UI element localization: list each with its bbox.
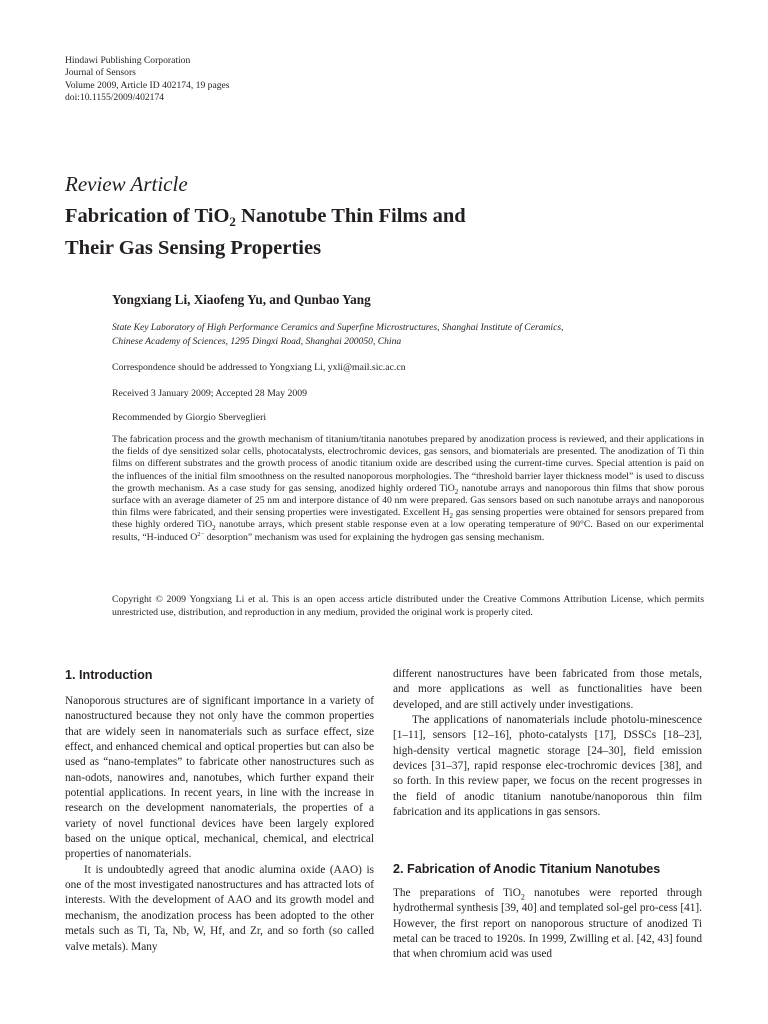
volume-info: Volume 2009, Article ID 402174, 19 pages xyxy=(65,79,230,91)
abstract-sup-1: 2− xyxy=(197,530,205,538)
intro-paragraph-1: Nanoporous structures are of significant importance in a variety of nanostructured because they not only have the common properties that are widely seen in nanomaterials such as surface effect, size effect, and enhanced chemical and optical properties but can also be used as “nano-templates” to fabricate other nanostructures such as nan-odots, nanowires and, nanotubes, which further expand their potential applications. In recent years, in line with the increase in research on the development nanomaterials, the properties of a variety of novel functional devices have been largely explored based on the unique optical, mechanical, chemical, and electrical properties of nanomaterials. xyxy=(65,695,374,861)
abstract-sub-1: 2 xyxy=(454,487,459,496)
title-subscript: 2 xyxy=(229,214,236,229)
affiliation-line2: Chinese Academy of Sciences, 1295 Dingxi Road, Shanghai 200050, China xyxy=(112,335,402,347)
abstract-sub-2: 2 xyxy=(449,512,454,521)
recommended-by: Recommended by Giorgio Sberveglieri xyxy=(112,412,267,423)
paper-title xyxy=(65,203,705,262)
abstract-sub-3: 2 xyxy=(212,524,216,533)
authors: Yongxiang Li, Xiaofeng Yu, and Qunbao Yang xyxy=(112,292,371,307)
affiliation-line1: State Key Laboratory of High Performance Ceramics and Superfine Microstructures, Shanghai Institute of Ceramics, xyxy=(112,322,564,333)
intro-paragraph-3: different nanostructures have been fabricated from those metals, and more applications as well as functionalities have been developed, and are still actively under investigations. xyxy=(393,668,702,711)
abstract-text-1: The fabrication process and the growth mechanism of titanium/titania nanotubes prepared by anodization process is reviewed, and their applications in the fields of dye sensitized solar cells, photocatalysts, electrochromic devices, gas sensors, and biomaterials are presented. The anodization of Ti thin films on different substrates and the growth process of anodic titanium oxide are described using the current-time curves. Special attention is paid on the influences of the initial film smoothness on the resulted nanoporous morphologies. The “threshold barrier layer thickness model” is used to discuss the growth mechanism. As a case study for gas sensing, anodized highly ordered TiO xyxy=(112,434,704,494)
abstract-text-3: gas sensing properties were obtained for sensors prepared from these highly ordered TiO xyxy=(112,507,704,531)
section-heading-fabrication: 2. Fabrication of Anodic Titanium Nanotubes xyxy=(393,862,661,876)
correspondence: Correspondence should be addressed to Yongxiang Li, yxli@mail.sic.ac.cn xyxy=(112,362,406,373)
column-right-top xyxy=(393,667,702,820)
intro-paragraph-4: The applications of nanomaterials include photolu-minescence [1–11], sensors [12–16], photo-catalysts [17], DSSCs [18–23], high-density vertical magnetic storage [24–30], field emission devices [31–37], rapid response elec-trochromic devices [38], and so forth. In this review paper, we focus on the recent progresses in the field of anodic titanium nanotube/nanoporous thin film fabrication and its applications in gas sensors. xyxy=(393,714,702,819)
title-part2: Nanotube Thin Films and xyxy=(235,205,466,227)
affiliation xyxy=(112,321,712,349)
column-right-bottom xyxy=(393,886,702,963)
journal-header xyxy=(65,55,230,104)
abstract-text-5: desorption” mechanism was used for explaining the hydrogen gas sensing mechanism. xyxy=(204,531,545,543)
title-line2: Their Gas Sensing Properties xyxy=(65,237,322,259)
fabrication-text-1: The preparations of TiO xyxy=(393,887,521,899)
fabrication-sub-1: 2 xyxy=(520,892,525,902)
article-type: Review Article xyxy=(65,172,188,196)
title-part1: Fabrication of TiO xyxy=(65,205,230,227)
received-dates: Received 3 January 2009; Accepted 28 May 2009 xyxy=(112,388,308,399)
intro-paragraph-2: It is undoubtedly agreed that anodic alumina oxide (AAO) is one of the most investigated nanostructures and has attracted lots of interests. With the development of AAO and its growth model and mechanism, the anodization process has been adopted to the other metals such as Ti, Ta, Nb, W, Hf, and Zr, and so forth (so called valve metals). Many xyxy=(65,863,374,953)
abstract xyxy=(112,434,704,544)
fabrication-paragraph-1 xyxy=(393,886,702,963)
fabrication-text-2: nanotubes were reported through hydrothermal synthesis [39, 40] and templated sol-gel pro-cess [41]. However, the first report on nanoporous structure of anodized Ti metal can be traced to 1920s. In 1999, Zwilling et al. [42, 43] found that when chromium acid was used xyxy=(393,887,702,961)
abstract-text-4: nanotube arrays, which present stable response even at a low operating temperature of 90°C. Based on our experimental results, “H-induced O xyxy=(112,519,704,543)
copyright-notice: Copyright © 2009 Yongxiang Li et al. This is an open access article distributed under the Creative Commons Attribution License, which permits unrestricted use, distribution, and reproduction in any medium, provided the original work is properly cited. xyxy=(112,594,704,618)
journal-name: Journal of Sensors xyxy=(65,67,136,79)
section-heading-introduction: 1. Introduction xyxy=(65,668,153,682)
column-left xyxy=(65,694,374,955)
abstract-text-2: nanotube arrays and nanoporous thin films that show porous surface with an average diameter of 25 nm and interpore distance of 40 nm were prepared. Gas sensors based on such nanotube arrays and nanoporous thin films were fabricated, and their sensing properties were investigated. Excellent H xyxy=(112,482,704,519)
doi: doi:10.1155/2009/402174 xyxy=(65,91,165,103)
publisher-name: Hindawi Publishing Corporation xyxy=(65,55,191,66)
